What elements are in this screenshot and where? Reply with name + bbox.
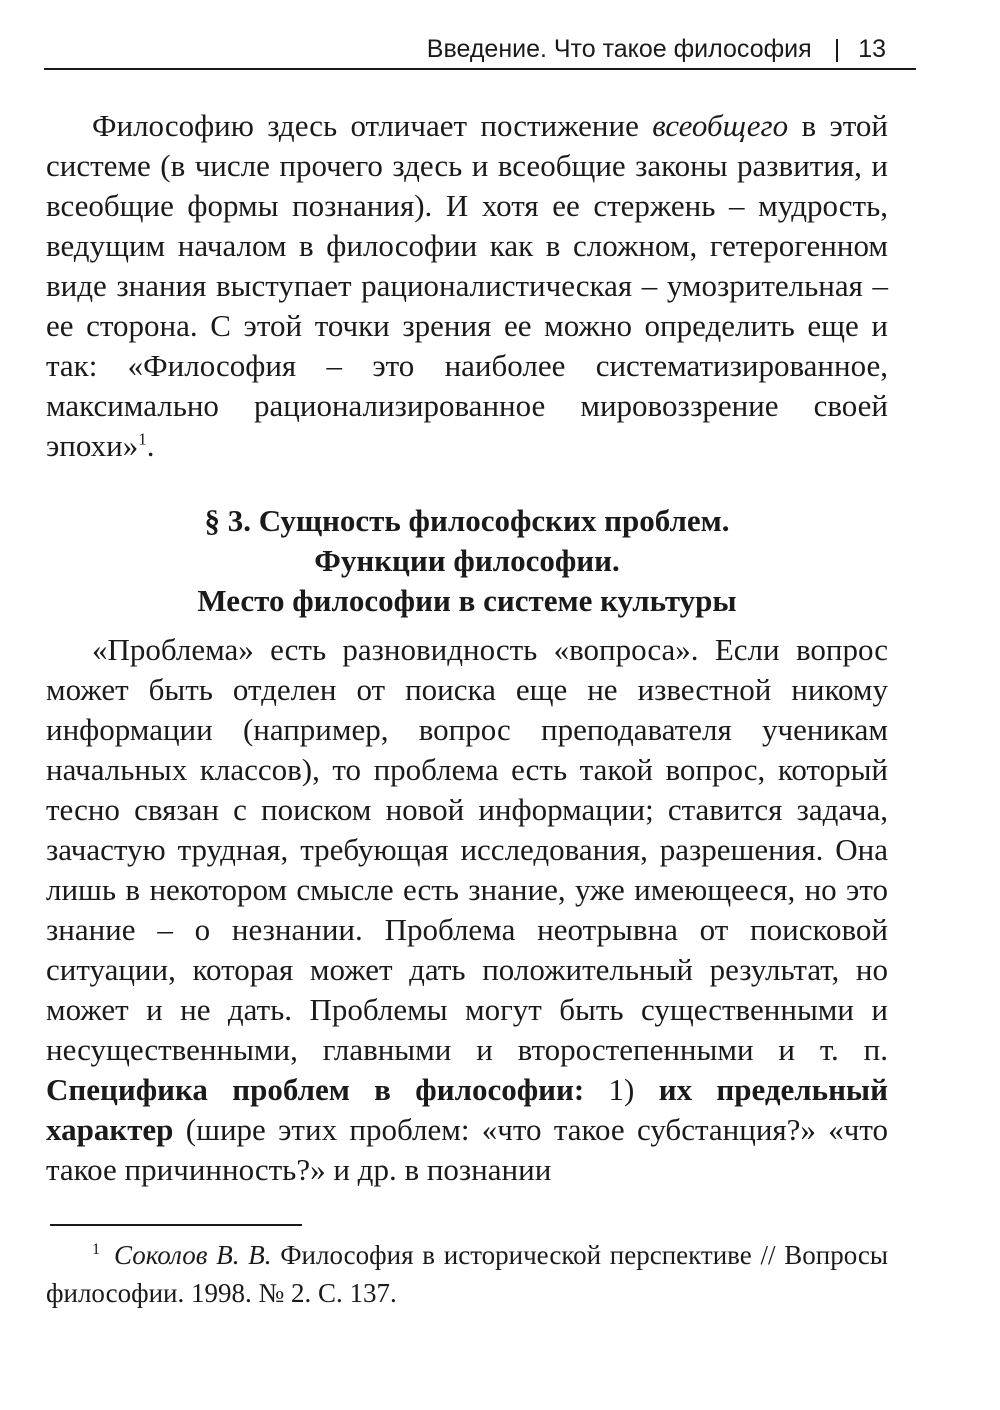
paragraph-1-emphasis: всеобщего [652, 108, 789, 143]
paragraph-2-bold-a: Специфика проблем в философии: [46, 1072, 585, 1107]
paragraph-2-text-c: (шире этих проблем: «что такое субстанция?» «что такое причинность?» и др. в познании [46, 1112, 888, 1187]
footnote-divider [50, 1224, 302, 1226]
paragraph-2-bold-b: их предельный характер [46, 1072, 888, 1147]
paragraph-1 [46, 106, 888, 466]
running-head-separator: | [833, 34, 841, 63]
paragraph-2-text-a: «Проблема» есть разновидность «вопроса». Если вопрос может быть отделен от поиска еще не известной никому информации (например, вопрос преподавателя ученикам начальных классов), то проблема есть такой вопрос, который тесно связан с поиском новой информации; ставится задача, зачастую трудная, требующая исследования, разрешения. Она лишь в некотором смысле есть знание, уже имеющееся, но это знание – о незнании. Проблема неотрывна от поисковой ситуации, которая может дать положительный результат, но может и не дать. Проблемы могут быть существенными и несущественными, главными и второстепенными и т. п. [46, 632, 888, 1067]
footnote-number: 1 [92, 1241, 100, 1258]
footnote-source: Философия в исторической перспективе // Вопросы философии. 1998. № 2. С. 137. [46, 1240, 888, 1308]
footnote-text [46, 1236, 888, 1312]
section-heading-line-2: Функции философии. [314, 543, 620, 578]
section-heading-line-3: Место философии в системе культуры [197, 583, 737, 618]
section-heading-line-1: § 3. Сущность философских проблем. [204, 503, 730, 538]
running-head-title: Введение. Что такое философия [426, 34, 812, 63]
footnote-reference[interactable]: 1 [138, 429, 147, 449]
paragraph-1-text-a: Философию здесь отличает постижение [92, 108, 653, 143]
paragraph-2-text [46, 630, 888, 1190]
section-heading [46, 501, 888, 621]
paragraph-2 [46, 630, 888, 1190]
paragraph-1-text [46, 106, 888, 466]
running-head [44, 30, 916, 70]
paragraph-2-text-b: 1) [584, 1072, 659, 1107]
footnote [46, 1236, 888, 1312]
page-number: 13 [858, 34, 886, 63]
footnote-author: Соколов В. В. [114, 1240, 272, 1270]
paragraph-1-text-end: . [146, 428, 155, 463]
paragraph-1-text-b: в этой системе (в числе прочего здесь и всеобщие законы развития, и всеобщие формы познания). И хотя ее стержень – мудрость, ведущим началом в философии как в сложном, гетерогенном виде знания выступает рационалистическая – умозрительная – ее сторона. С этой точки зрения ее можно определить еще и так: «Философия – это наиболее систематизированное, максимально рационализированное мировоззрение своей эпохи» [46, 108, 888, 463]
